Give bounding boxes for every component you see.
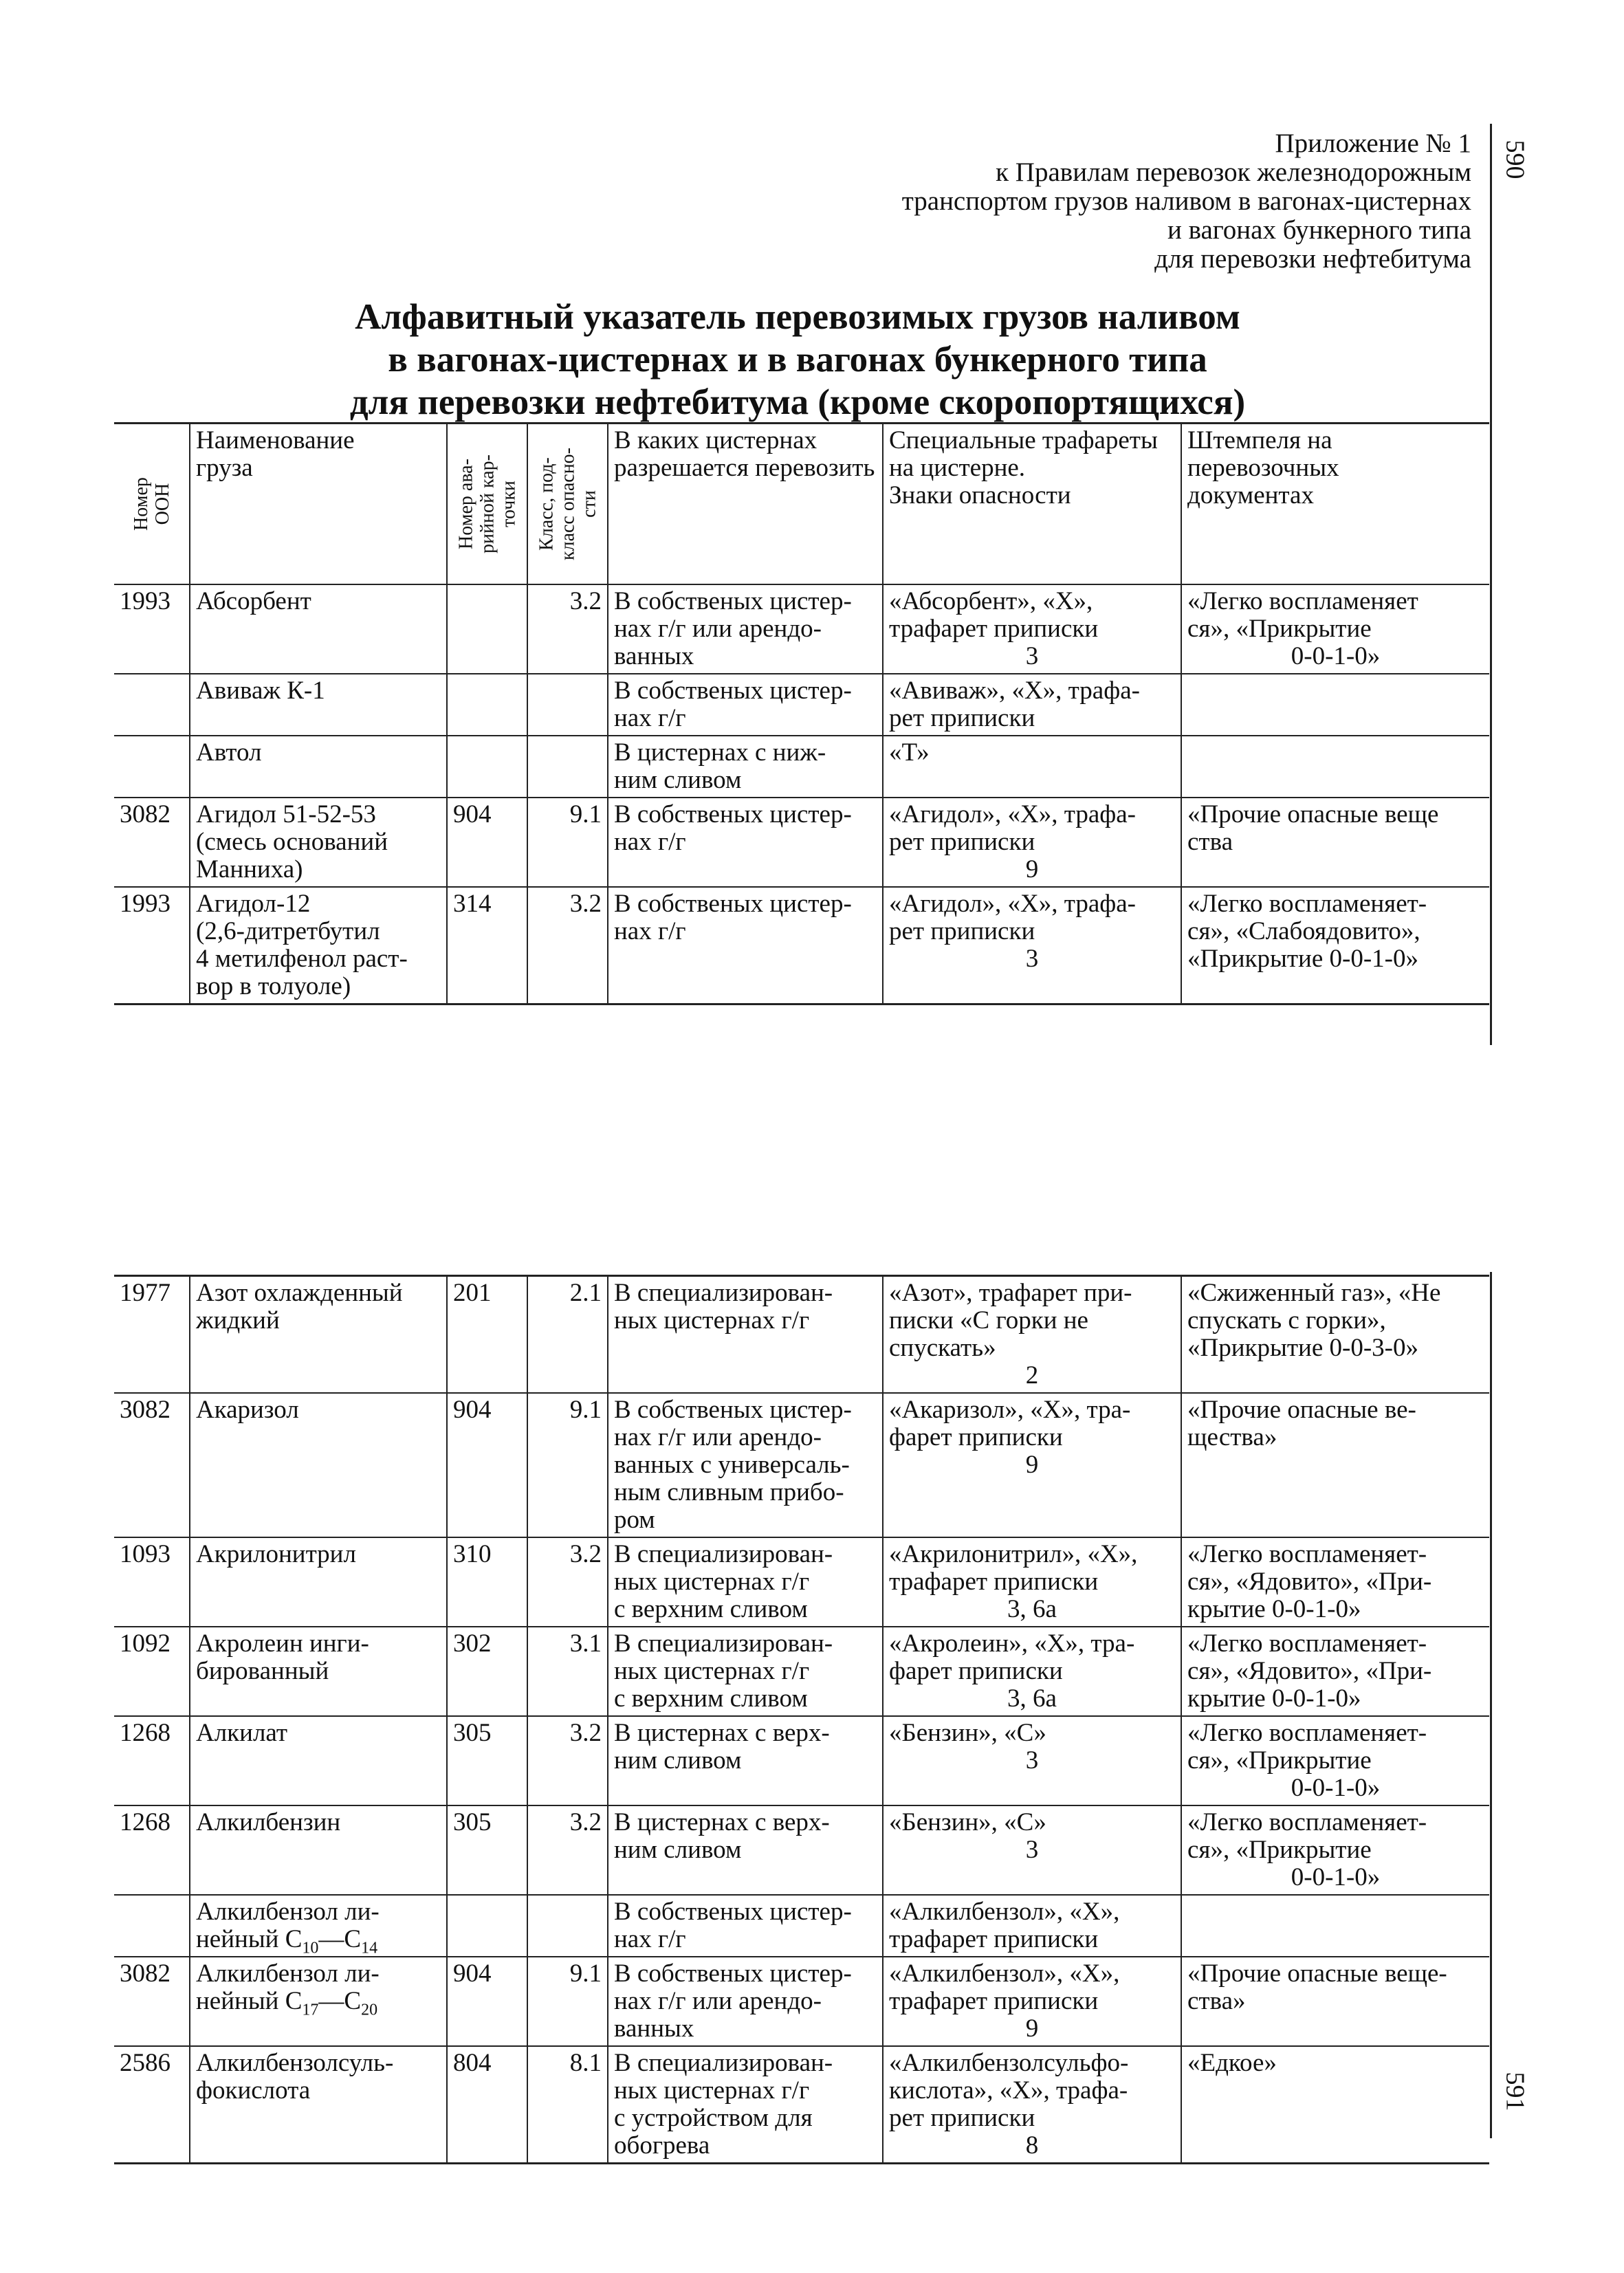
stamps-line: ства»	[1187, 1987, 1246, 2015]
cell-hazard-class: 9.1	[527, 798, 608, 887]
stamps-line: ся», «Прикрытие	[1187, 615, 1372, 643]
stencil-line: «Агидол», «Х», трафа-	[889, 800, 1136, 828]
document-title	[248, 296, 1348, 424]
header-cargo-name: Наименование груза	[190, 424, 447, 585]
stencil-line: писки «С горки не	[889, 1306, 1088, 1335]
stencil-line: спускать»	[889, 1334, 996, 1362]
cell-cargo-name	[190, 1393, 447, 1537]
cell-stamps	[1181, 798, 1489, 887]
cell-card-number: 310	[447, 1537, 527, 1627]
appendix-line: к Правилам перевозок железнодорожным	[996, 157, 1471, 187]
cell-hazard-class	[527, 1895, 608, 1957]
stamps-line: «Прикрытие 0-0-1-0»	[1187, 945, 1418, 973]
stencil-line: «Бензин», «С»	[889, 1719, 1046, 1747]
cargo-name-line: жидкий	[196, 1306, 280, 1335]
cell-card-number	[447, 674, 527, 736]
cell-un-number: 1977	[114, 1276, 190, 1394]
cell-hazard-class: 9.1	[527, 1957, 608, 2046]
stencil-sign: 2	[1025, 1361, 1039, 1390]
cell-stencils	[883, 1957, 1181, 2046]
cargo-name-line: Автол	[196, 738, 262, 767]
tanks-line: В цистернах с ниж-	[614, 738, 826, 767]
cell-stencils	[883, 1393, 1181, 1537]
cell-stencils	[883, 1805, 1181, 1895]
cell-hazard-class: 3.2	[527, 887, 608, 1004]
cargo-index-table-1	[114, 422, 1489, 1005]
cargo-name-line: Алкилбензин	[196, 1808, 341, 1836]
cell-stamps	[1181, 1805, 1489, 1895]
cell-card-number: 305	[447, 1716, 527, 1805]
formula-sub-1: 17	[302, 2001, 319, 2019]
cell-tanks	[608, 1393, 883, 1537]
tanks-line: В собственых цистер-	[614, 1396, 852, 1424]
cell-cargo-name	[190, 1895, 447, 1957]
table-row	[114, 584, 1489, 674]
cell-un-number: 3082	[114, 1957, 190, 2046]
table-row	[114, 1805, 1489, 1895]
formula-sub-1: 10	[302, 1939, 319, 1957]
stamps-line: «Прочие опасные веще-	[1187, 1959, 1447, 1988]
stamps-line: ся», «Слабоядовито»,	[1187, 917, 1420, 945]
tanks-line: ных цистернах г/г	[614, 1568, 810, 1596]
stamps-line: ся», «Ядовито», «При-	[1187, 1657, 1432, 1685]
cell-un-number	[114, 1895, 190, 1957]
stencil-line: рет приписки	[889, 2104, 1035, 2132]
cell-cargo-name	[190, 1276, 447, 1394]
title-line: Алфавитный указатель перевозимых грузов наливом	[355, 297, 1240, 337]
cargo-name-line: Азот охлажденный	[196, 1279, 403, 1307]
tanks-line: ванных	[614, 2014, 694, 2043]
cell-tanks	[608, 584, 883, 674]
cell-tanks	[608, 1537, 883, 1627]
cell-tanks	[608, 736, 883, 798]
cell-stencils	[883, 1895, 1181, 1957]
tanks-line: ных цистернах г/г	[614, 2076, 810, 2105]
cell-stencils	[883, 1627, 1181, 1716]
formula-sub-2: 14	[361, 1939, 378, 1957]
cell-stamps	[1181, 584, 1489, 674]
cell-cargo-name	[190, 887, 447, 1004]
tanks-line: ным сливным прибо-	[614, 1478, 844, 1506]
cell-stamps	[1181, 1393, 1489, 1537]
appendix-line: Приложение № 1	[1275, 129, 1471, 158]
cargo-formula	[196, 1987, 441, 2019]
stencil-sign: 3	[1025, 642, 1039, 670]
stamps-line: спускать с горки»,	[1187, 1306, 1386, 1335]
cargo-name-line: Абсорбент	[196, 587, 311, 615]
appendix-header	[646, 129, 1471, 274]
table-row	[114, 1957, 1489, 2046]
tanks-line: ных цистернах г/г	[614, 1657, 810, 1685]
stamps-line: «Прикрытие 0-0-3-0»	[1187, 1334, 1418, 1362]
tanks-line: В специализирован-	[614, 1540, 833, 1568]
cell-hazard-class	[527, 674, 608, 736]
cargo-name-line: Агидол 51-52-53	[196, 800, 376, 828]
cell-tanks	[608, 1716, 883, 1805]
tanks-line: нах г/г	[614, 828, 686, 856]
cargo-name-line: фокислота	[196, 2076, 311, 2105]
cell-un-number	[114, 674, 190, 736]
stamps-line: «Едкое»	[1187, 2049, 1277, 2077]
cell-card-number	[447, 736, 527, 798]
cell-stencils	[883, 1537, 1181, 1627]
stencil-line: рет приписки	[889, 704, 1035, 732]
tanks-line: нах г/г	[614, 704, 686, 732]
stencil-line: фарет приписки	[889, 1423, 1063, 1451]
cargo-name-line: Алкилбензол ли-	[196, 1898, 380, 1926]
cell-cargo-name	[190, 1957, 447, 2046]
cell-cargo-name	[190, 1805, 447, 1895]
title-line: для перевозки нефтебитума (кроме скоропортящихся)	[349, 382, 1246, 422]
margin-line-top	[1490, 124, 1492, 1045]
tanks-line: нах г/г или арендо-	[614, 615, 822, 643]
stamps-line: ства	[1187, 828, 1233, 856]
stamps-line: «Сжиженный газ», «Не	[1187, 1279, 1441, 1307]
cell-cargo-name	[190, 584, 447, 674]
cell-un-number: 1993	[114, 584, 190, 674]
table-row	[114, 736, 1489, 798]
stamps-line: крытие 0-0-1-0»	[1187, 1595, 1361, 1623]
stencil-line: фарет приписки	[889, 1657, 1063, 1685]
stencil-sign: 3	[1025, 1836, 1039, 1864]
cell-un-number: 3082	[114, 798, 190, 887]
stamps-line: 0-0-1-0»	[1291, 642, 1381, 670]
stencil-line: «Авиваж», «Х», трафа-	[889, 677, 1140, 705]
formula-sub-2: 20	[361, 2001, 378, 2019]
stamps-line: ся», «Ядовито», «При-	[1187, 1568, 1432, 1596]
stamps-line: ся», «Прикрытие	[1187, 1746, 1372, 1775]
stencil-sign: 9	[1025, 1451, 1039, 1479]
cell-hazard-class	[527, 736, 608, 798]
cell-cargo-name	[190, 1716, 447, 1805]
stencil-line: «Агидол», «Х», трафа-	[889, 890, 1136, 918]
stencil-line: «Акролеин», «Х», тра-	[889, 1629, 1135, 1658]
stencil-line: трафарет приписки	[889, 1568, 1099, 1596]
stamps-line: «Легко воспламеняет-	[1187, 1808, 1427, 1836]
cell-hazard-class: 3.2	[527, 1716, 608, 1805]
stencil-sign: 3, 6а	[1007, 1595, 1057, 1623]
title-line: в вагонах-цистернах и в вагонах бункерного типа	[388, 340, 1207, 380]
cell-un-number: 1092	[114, 1627, 190, 1716]
stencil-line: рет приписки	[889, 917, 1035, 945]
stamps-line: 0-0-1-0»	[1291, 1863, 1381, 1891]
header-hazard-class: Класс, под- класс опасно- сти	[527, 424, 608, 585]
cell-stencils	[883, 584, 1181, 674]
tanks-line: ром	[614, 1506, 655, 1534]
cargo-name-line: Алкилбензолсуль-	[196, 2049, 394, 2077]
cell-card-number: 201	[447, 1276, 527, 1394]
tanks-line: В собственых цистер-	[614, 800, 852, 828]
stencil-line: трафарет приписки	[889, 615, 1099, 643]
stencil-line: «Алкилбензол», «Х»,	[889, 1898, 1120, 1926]
header-stencils: Специальные трафареты на цистерне. Знаки опасности	[883, 424, 1181, 585]
tanks-line: ним сливом	[614, 1836, 742, 1864]
cargo-name-line: Агидол-12	[196, 890, 311, 918]
cell-cargo-name	[190, 798, 447, 887]
margin-line-bottom	[1490, 1272, 1492, 2138]
stencil-sign: 9	[1025, 2014, 1039, 2043]
cargo-name-line: 4 метилфенол раст-	[196, 945, 408, 973]
cargo-name-line: (2,6-дитретбутил	[196, 917, 380, 945]
table-row	[114, 798, 1489, 887]
stencil-line: «Т»	[889, 738, 930, 767]
stencil-sign: 9	[1025, 855, 1039, 883]
cell-un-number: 3082	[114, 1393, 190, 1537]
table-row	[114, 1276, 1489, 1394]
cell-stencils	[883, 2046, 1181, 2164]
tanks-line: В собственых цистер-	[614, 890, 852, 918]
cargo-name-line: вор в толуоле)	[196, 972, 351, 1000]
tanks-line: В собственых цистер-	[614, 1898, 852, 1926]
cargo-name-line: Алкилат	[196, 1719, 288, 1747]
tanks-line: ним сливом	[614, 1746, 742, 1775]
tanks-line: с верхним сливом	[614, 1684, 808, 1713]
tanks-line: ванных с универсаль-	[614, 1451, 850, 1479]
tanks-line: В специализирован-	[614, 1629, 833, 1658]
cell-tanks	[608, 1627, 883, 1716]
tanks-line: В цистернах с верх-	[614, 1719, 830, 1747]
header-un-number: Номер ООН	[114, 424, 190, 585]
tanks-line: В специализирован-	[614, 2049, 833, 2077]
cell-card-number: 314	[447, 887, 527, 1004]
cell-card-number: 904	[447, 1393, 527, 1537]
appendix-line: для перевозки нефтебитума	[1154, 244, 1471, 274]
header-card-number: Номер ава- рийной кар- точки	[447, 424, 527, 585]
stamps-line: «Легко воспламеняет-	[1187, 890, 1427, 918]
cargo-name-line: Акролеин инги-	[196, 1629, 369, 1658]
tanks-line: нах г/г или арендо-	[614, 1987, 822, 2015]
cell-cargo-name	[190, 1537, 447, 1627]
cell-un-number: 2586	[114, 2046, 190, 2164]
cell-stencils	[883, 674, 1181, 736]
stencil-line: «Абсорбент», «Х»,	[889, 587, 1093, 615]
tanks-line: с устройством для	[614, 2104, 813, 2132]
cargo-formula	[196, 1925, 441, 1957]
tanks-line: В собственых цистер-	[614, 587, 852, 615]
cell-un-number: 1268	[114, 1805, 190, 1895]
stamps-line: 0-0-1-0»	[1291, 1774, 1381, 1802]
formula-prefix: нейный С	[196, 1925, 303, 1953]
cell-card-number	[447, 1895, 527, 1957]
stencil-sign: 3	[1025, 945, 1039, 973]
cell-hazard-class: 3.2	[527, 1805, 608, 1895]
formula-mid: —С	[318, 1987, 362, 2015]
table-header-row	[114, 424, 1489, 585]
stencil-sign: 8	[1025, 2131, 1039, 2160]
tanks-line: ванных	[614, 642, 694, 670]
cell-cargo-name	[190, 674, 447, 736]
cell-tanks	[608, 2046, 883, 2164]
tanks-line: В собственых цистер-	[614, 677, 852, 705]
cell-stamps	[1181, 1537, 1489, 1627]
cell-card-number: 302	[447, 1627, 527, 1716]
table-row	[114, 887, 1489, 1004]
cell-stencils	[883, 736, 1181, 798]
cell-hazard-class: 8.1	[527, 2046, 608, 2164]
tanks-line: В специализирован-	[614, 1279, 833, 1307]
stencil-line: «Азот», трафарет при-	[889, 1279, 1132, 1307]
table-row	[114, 1393, 1489, 1537]
tanks-line: ных цистернах г/г	[614, 1306, 810, 1335]
page-number-bottom: 591	[1500, 2072, 1530, 2111]
stencil-line: «Алкилбензолсульфо-	[889, 2049, 1129, 2077]
table-row	[114, 1627, 1489, 1716]
table-row	[114, 1895, 1489, 1957]
cell-card-number: 904	[447, 798, 527, 887]
stamps-line: ся», «Прикрытие	[1187, 1836, 1372, 1864]
cell-stencils	[883, 1716, 1181, 1805]
cell-hazard-class: 3.2	[527, 1537, 608, 1627]
cell-stencils	[883, 887, 1181, 1004]
stencil-line: «Бензин», «С»	[889, 1808, 1046, 1836]
cargo-name-line: Манниха)	[196, 855, 303, 883]
cell-stamps	[1181, 1957, 1489, 2046]
stamps-line: «Легко воспламеняет-	[1187, 1629, 1427, 1658]
cell-stamps	[1181, 1276, 1489, 1394]
stencil-line: «Акаризол», «Х», тра-	[889, 1396, 1131, 1424]
cargo-name-line: Авиваж К-1	[196, 677, 325, 705]
table-row	[114, 1716, 1489, 1805]
cell-un-number: 1093	[114, 1537, 190, 1627]
cell-stencils	[883, 1276, 1181, 1394]
cell-card-number: 305	[447, 1805, 527, 1895]
cargo-name-line: Акрилонитрил	[196, 1540, 356, 1568]
cargo-name-line: бированный	[196, 1657, 329, 1685]
stencil-line: рет приписки	[889, 828, 1035, 856]
table-row	[114, 674, 1489, 736]
page-number-top: 590	[1500, 140, 1530, 179]
cell-cargo-name	[190, 1627, 447, 1716]
cell-tanks	[608, 887, 883, 1004]
cell-card-number: 904	[447, 1957, 527, 2046]
cell-un-number: 1268	[114, 1716, 190, 1805]
cell-tanks	[608, 674, 883, 736]
cell-un-number	[114, 736, 190, 798]
cell-hazard-class: 3.1	[527, 1627, 608, 1716]
cell-tanks	[608, 1805, 883, 1895]
tanks-line: нах г/г	[614, 917, 686, 945]
stencil-sign: 3	[1025, 1746, 1039, 1775]
stamps-line: «Легко воспламеняет-	[1187, 1540, 1427, 1568]
cell-hazard-class: 3.2	[527, 584, 608, 674]
stencil-sign: 3, 6а	[1007, 1684, 1057, 1713]
cell-cargo-name	[190, 736, 447, 798]
cargo-name-line: Алкилбензол ли-	[196, 1959, 380, 1988]
stamps-line: «Легко воспламеняет-	[1187, 1719, 1427, 1747]
cell-tanks	[608, 1895, 883, 1957]
cell-stamps	[1181, 674, 1489, 736]
cell-tanks	[608, 798, 883, 887]
formula-mid: —С	[318, 1925, 362, 1953]
cell-card-number	[447, 584, 527, 674]
stencil-line: кислота», «Х», трафа-	[889, 2076, 1128, 2105]
cargo-name-line: Акаризол	[196, 1396, 299, 1424]
stamps-line: «Прочие опасные ве-	[1187, 1396, 1416, 1424]
cell-stamps	[1181, 2046, 1489, 2164]
cell-stamps	[1181, 887, 1489, 1004]
stamps-line: «Легко воспламеняет	[1187, 587, 1418, 615]
cell-stamps	[1181, 736, 1489, 798]
appendix-line: и вагонах бункерного типа	[1167, 215, 1471, 245]
stencil-line: «Акрилонитрил», «Х»,	[889, 1540, 1138, 1568]
tanks-line: В цистернах с верх-	[614, 1808, 830, 1836]
cargo-index-table-2	[114, 1275, 1489, 2164]
tanks-line: с верхним сливом	[614, 1595, 808, 1623]
cell-un-number: 1993	[114, 887, 190, 1004]
header-tanks: В каких цистернах разрешается перевозить	[608, 424, 883, 585]
header-stamps: Штемпеля на перевозочных документах	[1181, 424, 1489, 585]
cell-stamps	[1181, 1895, 1489, 1957]
stamps-line: щества»	[1187, 1423, 1277, 1451]
table-row	[114, 2046, 1489, 2164]
tanks-line: нах г/г	[614, 1925, 686, 1953]
cell-stencils	[883, 798, 1181, 887]
cell-tanks	[608, 1957, 883, 2046]
tanks-line: нах г/г или арендо-	[614, 1423, 822, 1451]
stencil-line: трафарет приписки	[889, 1925, 1099, 1953]
cell-stamps	[1181, 1716, 1489, 1805]
cell-hazard-class: 9.1	[527, 1393, 608, 1537]
tanks-line: В собственых цистер-	[614, 1959, 852, 1988]
formula-prefix: нейный С	[196, 1987, 303, 2015]
cell-stamps	[1181, 1627, 1489, 1716]
cell-hazard-class: 2.1	[527, 1276, 608, 1394]
stamps-line: крытие 0-0-1-0»	[1187, 1684, 1361, 1713]
stencil-line: трафарет приписки	[889, 1987, 1099, 2015]
tanks-line: обогрева	[614, 2131, 710, 2160]
table-row	[114, 1537, 1489, 1627]
tanks-line: ним сливом	[614, 766, 742, 794]
cell-tanks	[608, 1276, 883, 1394]
cell-cargo-name	[190, 2046, 447, 2164]
cargo-name-line: (смесь оснований	[196, 828, 388, 856]
stamps-line: «Прочие опасные веще	[1187, 800, 1439, 828]
appendix-line: транспортом грузов наливом в вагонах-цистернах	[901, 186, 1471, 216]
stencil-line: «Алкилбензол», «Х»,	[889, 1959, 1120, 1988]
cell-card-number: 804	[447, 2046, 527, 2164]
